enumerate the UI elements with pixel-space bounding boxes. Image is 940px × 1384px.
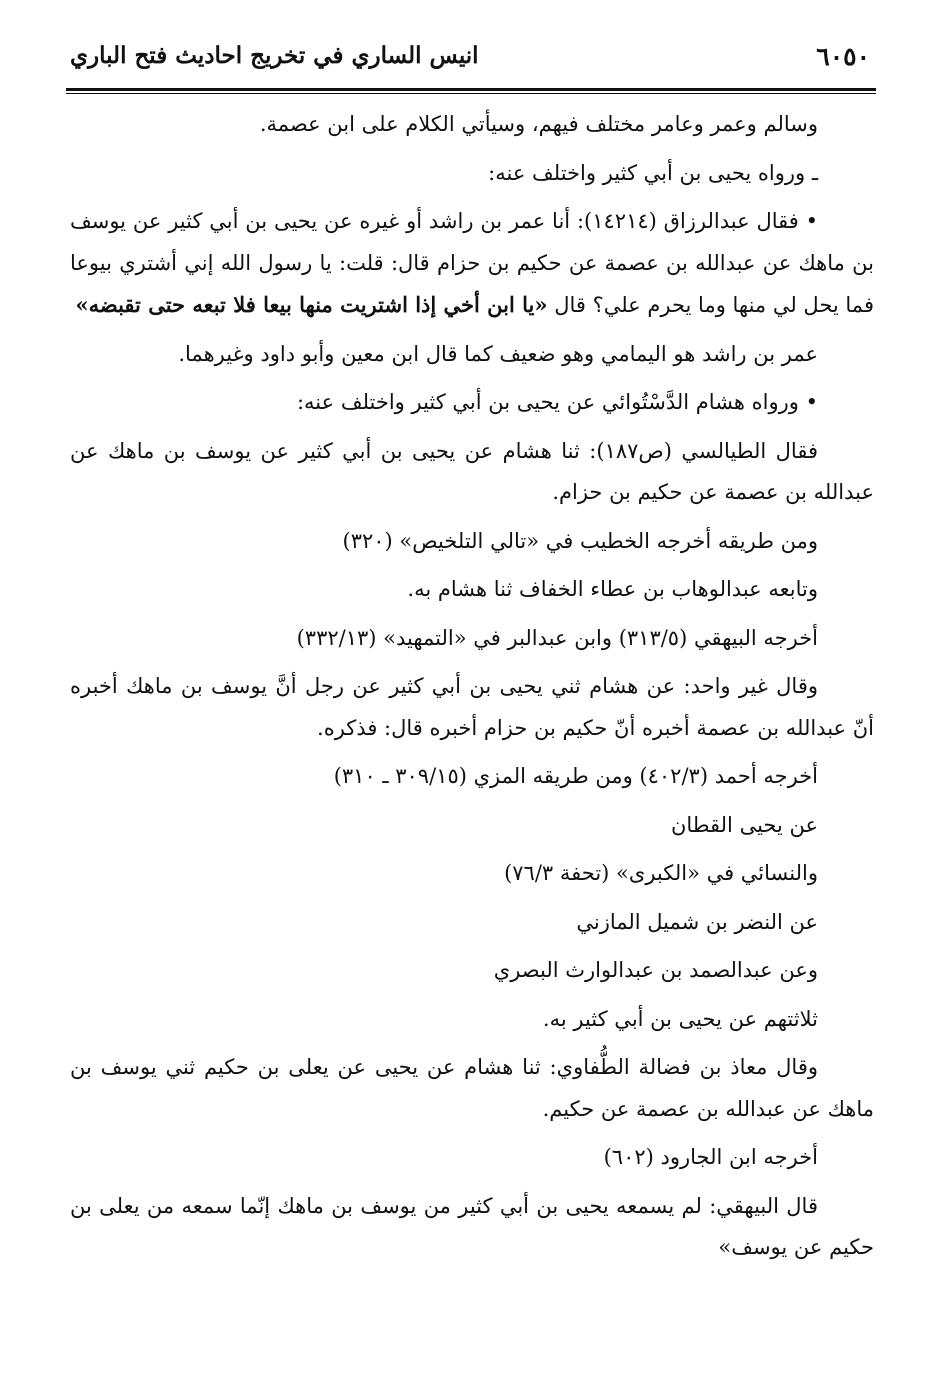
- paragraph-2: ـ ورواه يحيى بن أبي كثير واختلف عنه:: [488, 160, 818, 185]
- paragraph-13: والنسائي في «الكبرى» (تحفة ٧٦/٣): [504, 861, 818, 885]
- hadith-quote: «يا ابن أخي إذا اشتريت منها بيعا فلا تبعه حتى تقبضه»: [75, 292, 548, 317]
- header-rule: [66, 88, 876, 91]
- paragraph-7: ومن طريقه أخرجه الخطيب في «تالي التلخيص» (٣٢٠): [342, 528, 818, 553]
- paragraph-10: وقال غير واحد: عن هشام ثني يحيى بن أبي كثير عن رجل أنَّ يوسف بن ماهك أخبره أنّ عبدالله بن عصمة أخبره أنّ حكيم بن حزام أخبره قال: فذكره.: [70, 674, 874, 740]
- paragraph-3: [70, 201, 874, 327]
- paragraph-12: عن يحيى القطان: [670, 812, 818, 837]
- running-title: انيس الساري في تخريج احاديث فتح الباري: [70, 42, 479, 69]
- paragraph-17: وقال معاذ بن فضالة الطُّفاوي: ثنا هشام عن يحيى عن يعلى بن حكيم ثني يوسف بن ماهك عن عبدالله بن عصمة عن حكيم.: [70, 1055, 874, 1121]
- paragraph-14: عن النضر بن شميل المازني: [576, 909, 818, 934]
- paragraph-19: قال البيهقي: لم يسمعه يحيى بن أبي كثير من يوسف بن ماهك إنّما سمعه من يعلى بن حكيم عن يوسف»: [70, 1193, 874, 1259]
- paragraph-8: وتابعه عبدالوهاب بن عطاء الخفاف ثنا هشام به.: [407, 577, 818, 601]
- paragraph-6: فقال الطيالسي (ص١٨٧): ثنا هشام عن يحيى بن أبي كثير عن يوسف بن ماهك عن عبدالله بن عصمة عن حكيم بن حزام.: [70, 438, 874, 504]
- paragraph-3-text: • فقال عبدالرزاق (١٤٢١٤): أنا عمر بن راشد أو غيره عن يحيى بن أبي كثير عن يوسف بن ماهك عن عبدالله بن عصمة عن حكيم بن حزام قال: قلت: يا رسول الله إني أشتري بيوعا فما يحل لي منها وما يحرم علي؟ قال: [70, 209, 874, 317]
- header-rule-thin: [66, 93, 876, 94]
- paragraph-18: أخرجه ابن الجارود (٦٠٢): [603, 1145, 818, 1169]
- paragraph-4: عمر بن راشد هو اليمامي وهو ضعيف كما قال ابن معين وأبو داود وغيرهما.: [178, 341, 818, 366]
- paragraph-15: وعن عبدالصمد بن عبدالوارث البصري: [493, 958, 818, 982]
- paragraph-9: أخرجه البيهقي (٣١٣/٥) وابن عبدالبر في «التمهيد» (٣٣٢/١٣): [296, 625, 818, 650]
- page-number: ٦٠٥٠: [816, 42, 870, 71]
- paragraph-16: ثلاثتهم عن يحيى بن أبي كثير به.: [542, 1006, 818, 1031]
- body-text: [70, 104, 874, 1276]
- paragraph-1: وسالم وعمر وعامر مختلف فيهم، وسيأتي الكلام على ابن عصمة.: [259, 112, 818, 136]
- paragraph-5: • ورواه هشام الدَّسْتُوائي عن يحيى بن أبي كثير واختلف عنه:: [296, 390, 818, 414]
- paragraph-11: أخرجه أحمد (٤٠٢/٣) ومن طريقه المزي (٣٠٩/١٥ ـ ٣١٠): [333, 764, 818, 788]
- page-header: [70, 38, 870, 80]
